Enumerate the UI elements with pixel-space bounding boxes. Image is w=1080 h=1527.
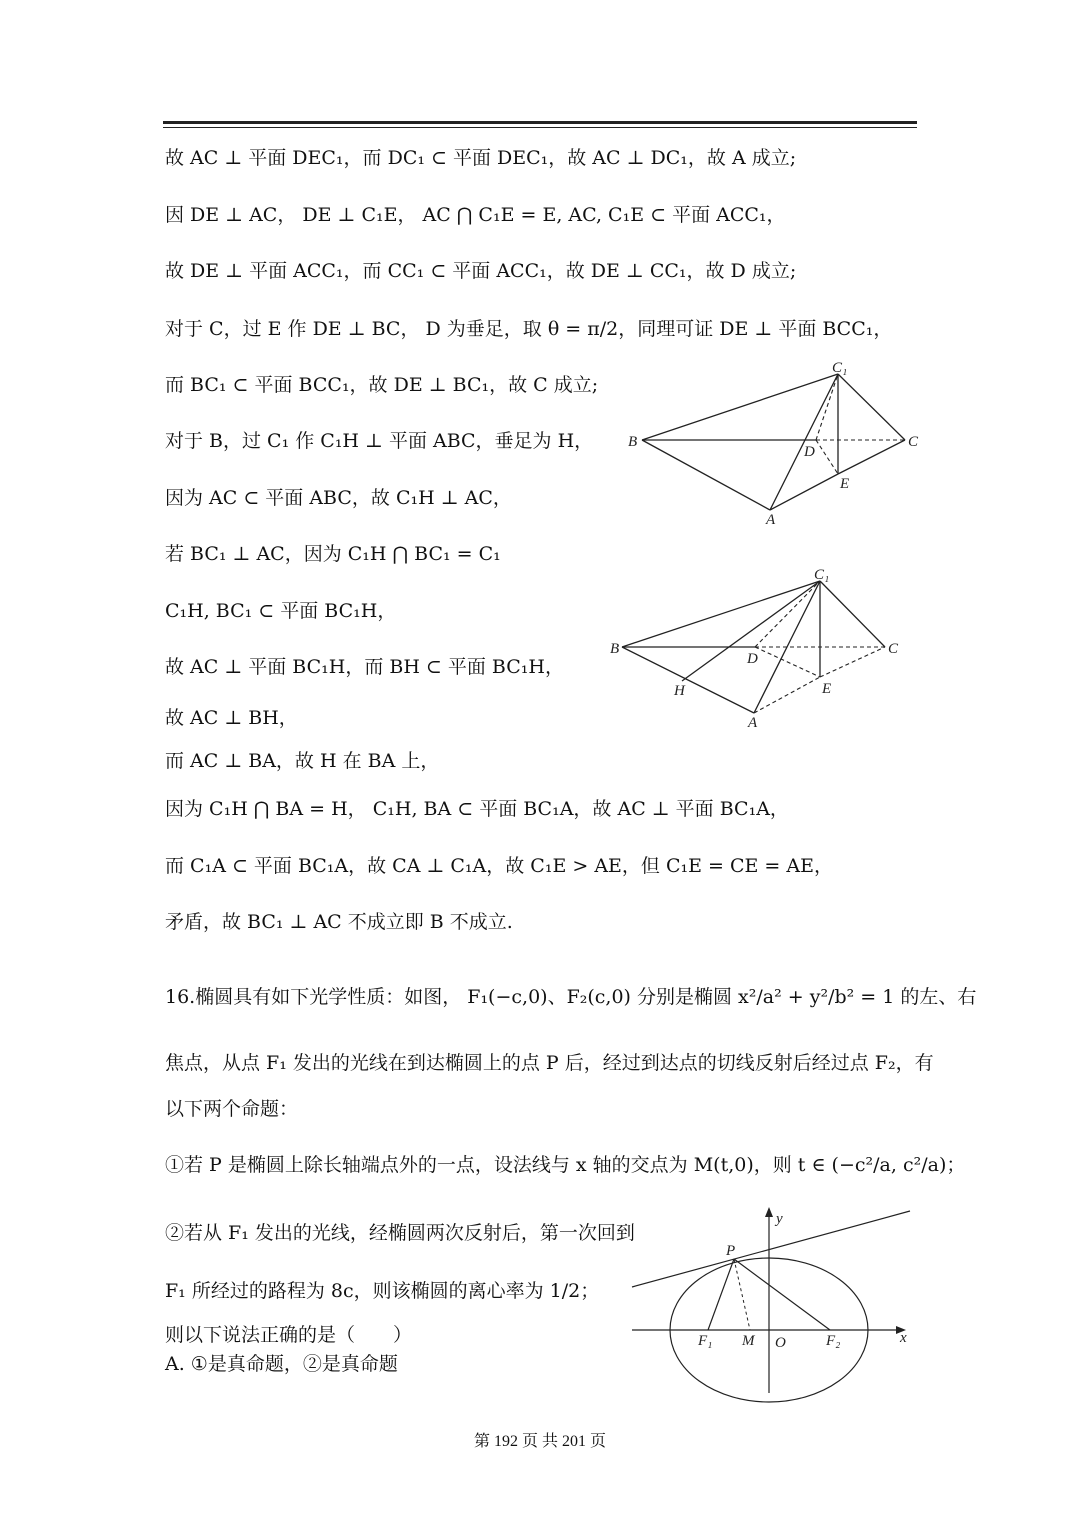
- text-line-3: 故 DE ⊥ 平面 ACC₁，而 CC₁ ⊂ 平面 ACC₁，故 DE ⊥ CC₁，故 D 成立;: [165, 260, 797, 282]
- proposition-1: ①若 P 是椭圆上除长轴端点外的一点，设法线与 x 轴的交点为 M(t,0)，则 t ∈ (−c²/a, c²/a)；: [165, 1154, 966, 1176]
- page-footer: 第 192 页 共 201 页: [473, 1433, 606, 1450]
- label-c1: C₁: [832, 360, 848, 376]
- text-line-14: 而 C₁A ⊂ 平面 BC₁A，故 CA ⊥ C₁A，故 C₁E > AE，但 C₁E = CE = AE，: [165, 855, 833, 877]
- label-b: B: [628, 434, 638, 450]
- text-line-9: C₁H, BC₁ ⊂ 平面 BC₁H，: [165, 600, 397, 622]
- text-line-12: 而 AC ⊥ BA，故 H 在 BA 上，: [165, 750, 440, 772]
- label-d: D: [747, 651, 758, 667]
- label-b: B: [610, 641, 620, 657]
- label-c: C: [908, 434, 919, 450]
- text-line-4: 对于 C，过 E 作 DE ⊥ BC， D 为垂足，取 θ = π/2，同理可证 DE ⊥ 平面 BCC₁，: [165, 318, 893, 340]
- text-line-1: 故 AC ⊥ 平面 DEC₁，而 DC₁ ⊂ 平面 DEC₁，故 AC ⊥ DC₁，故 A 成立;: [165, 147, 797, 169]
- question-16-line-1: 16.椭圆具有如下光学性质：如图， F₁(−c,0)、F₂(c,0) 分别是椭圆 x²/a² + y²/b² = 1 的左、右: [165, 986, 977, 1008]
- text-line-15: 矛盾，故 BC₁ ⊥ AC 不成立即 B 不成立.: [165, 911, 513, 933]
- text-line-13: 因为 C₁H ⋂ BA = H， C₁H, BA ⊂ 平面 BC₁A，故 AC ⊥ 平面 BC₁A，: [165, 798, 789, 820]
- label-a: A: [748, 715, 758, 731]
- proposition-2-line-2: F₁ 所经过的路程为 8c，则该椭圆的离心率为 1/2；: [165, 1280, 600, 1302]
- text-line-8: 若 BC₁ ⊥ AC，因为 C₁H ⋂ BC₁ = C₁: [165, 543, 501, 565]
- label-d: D: [804, 444, 815, 460]
- text-line-5: 而 BC₁ ⊂ 平面 BCC₁，故 DE ⊥ BC₁，故 C 成立;: [165, 374, 599, 396]
- question-16-line-2: 焦点，从点 F₁ 发出的光线在到达椭圆上的点 P 后，经过到达点的切线反射后经过点 F₂，有: [165, 1052, 934, 1074]
- question-16-line-3: 以下两个命题：: [165, 1098, 299, 1120]
- label-y: y: [776, 1211, 783, 1227]
- label-c: C: [888, 641, 899, 657]
- figure-ellipse: [630, 1205, 920, 1405]
- text-line-7: 因为 AC ⊂ 平面 ABC，故 C₁H ⊥ AC，: [165, 487, 512, 509]
- label-p: P: [726, 1243, 736, 1259]
- figure-tetrahedron-1: [620, 360, 930, 530]
- label-e: E: [822, 681, 832, 697]
- text-line-6: 对于 B，过 C₁ 作 C₁H ⊥ 平面 ABC，垂足为 H，: [165, 430, 594, 452]
- label-h: H: [674, 683, 685, 699]
- text-line-2: 因 DE ⊥ AC， DE ⊥ C₁E， AC ⋂ C₁E = E, AC, C₁E ⊂ 平面 ACC₁，: [165, 204, 786, 226]
- figure-tetrahedron-2: [600, 563, 920, 733]
- text-line-10: 故 AC ⊥ 平面 BC₁H，而 BH ⊂ 平面 BC₁H，: [165, 656, 564, 678]
- proposition-2-line-1: ②若从 F₁ 发出的光线，经椭圆两次反射后，第一次回到: [165, 1222, 635, 1244]
- label-a: A: [766, 512, 776, 528]
- header-rule-thin: [163, 127, 917, 128]
- header-rule-thick: [163, 121, 917, 124]
- label-o: O: [775, 1335, 786, 1351]
- label-x: x: [900, 1330, 907, 1346]
- label-f1: F₁: [698, 1333, 713, 1349]
- label-m: M: [742, 1333, 755, 1349]
- label-c1: C₁: [814, 567, 830, 583]
- label-f2: F₂: [826, 1333, 841, 1349]
- label-e: E: [840, 476, 850, 492]
- choice-a: A. ①是真命题，②是真命题: [165, 1353, 398, 1375]
- question-prompt: 则以下说法正确的是（ ）: [165, 1324, 413, 1346]
- text-line-11: 故 AC ⊥ BH，: [165, 707, 298, 729]
